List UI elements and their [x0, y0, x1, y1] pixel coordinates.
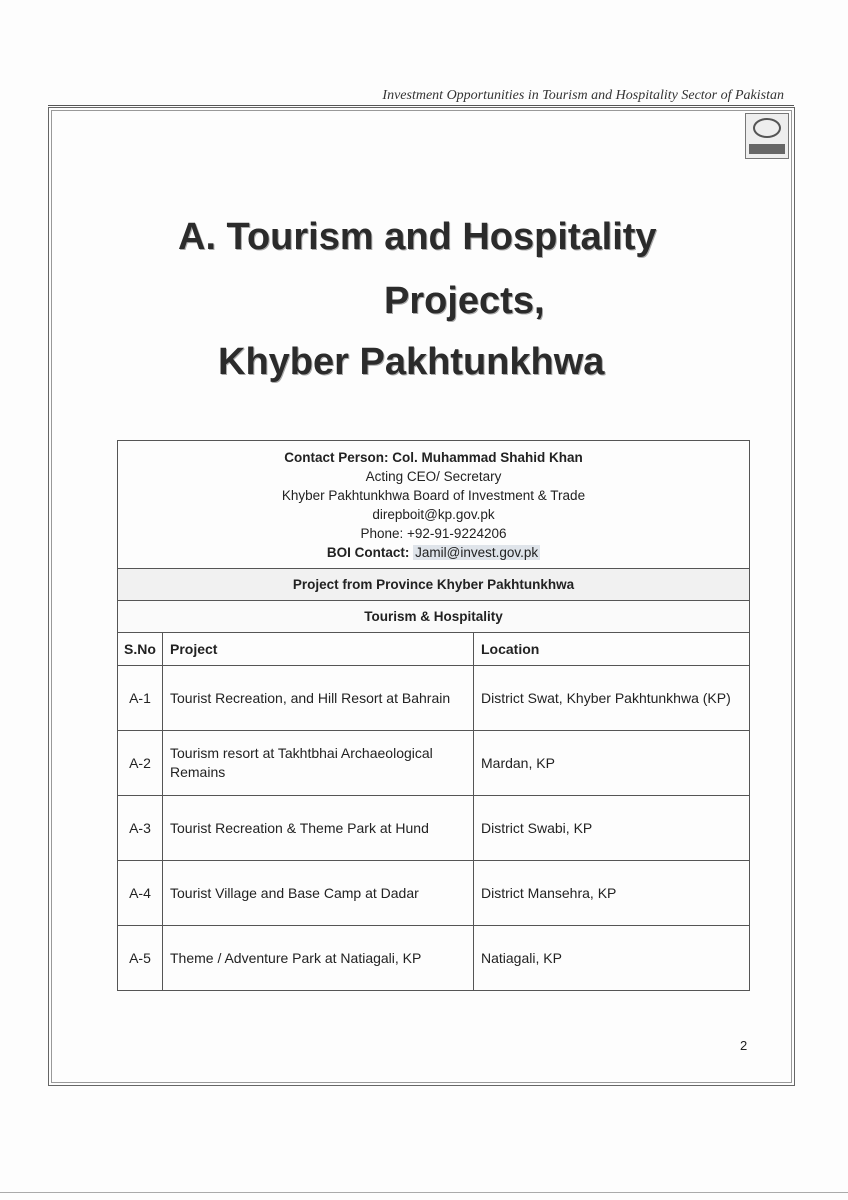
page-title-line-1: A. Tourism and Hospitality: [178, 216, 657, 258]
bottom-rule: [0, 1192, 848, 1193]
table-row: [118, 926, 749, 991]
col-header-project: Project: [163, 633, 474, 666]
page-title-line-3: Khyber Pakhtunkhwa: [218, 341, 605, 383]
table-row: [118, 796, 749, 861]
row-project: Tourist Village and Base Camp at Dadar: [163, 861, 474, 926]
contact-email: direpboit@kp.gov.pk: [372, 507, 495, 522]
row-project: Theme / Adventure Park at Natiagali, KP: [163, 926, 474, 991]
page-number: 2: [740, 1038, 748, 1053]
row-location: Mardan, KP: [474, 731, 750, 796]
row-project: Tourist Recreation & Theme Park at Hund: [163, 796, 474, 861]
projects-table: [118, 633, 749, 990]
row-sno: A-1: [118, 666, 163, 731]
table-row: [118, 861, 749, 926]
row-project: Tourism resort at Takhtbhai Archaeological Remains: [163, 731, 474, 796]
row-sno: A-5: [118, 926, 163, 991]
row-location: District Mansehra, KP: [474, 861, 750, 926]
row-project: Tourist Recreation, and Hill Resort at Bahrain: [163, 666, 474, 731]
contact-role: Acting CEO/ Secretary: [365, 469, 502, 484]
col-header-sno: S.No: [118, 633, 163, 666]
boi-logo-mark: [753, 118, 781, 138]
sector-heading: Tourism & Hospitality: [118, 601, 749, 633]
table-row: [118, 731, 749, 796]
contact-phone: Phone: +92-91-9224206: [360, 526, 507, 541]
row-location: District Swat, Khyber Pakhtunkhwa (KP): [474, 666, 750, 731]
row-location: Natiagali, KP: [481, 949, 562, 966]
boi-contact-email: Jamil@invest.gov.pk: [415, 545, 539, 560]
header-rule: [48, 105, 794, 106]
boi-logo: [745, 113, 789, 159]
province-heading: Project from Province Khyber Pakhtunkhwa: [118, 569, 749, 601]
contact-block: [118, 441, 749, 569]
boi-contact: [118, 543, 749, 562]
col-header-location: Location: [474, 633, 750, 666]
running-header: Investment Opportunities in Tourism and Hospitality Sector of Pakistan: [382, 88, 784, 103]
row-location: District Swabi, KP: [474, 796, 750, 861]
table-header-row: [118, 633, 749, 666]
table-row: [118, 666, 749, 731]
boi-logo-band: [749, 144, 785, 154]
row-sno: A-2: [118, 731, 163, 796]
row-sno: A-4: [118, 861, 163, 926]
page-title-line-2: Projects,: [384, 280, 545, 322]
boi-contact-label: BOI Contact:: [326, 545, 410, 560]
row-sno: A-3: [118, 796, 163, 861]
projects-box: [117, 440, 750, 991]
contact-person: Contact Person: Col. Muhammad Shahid Khan: [284, 450, 583, 465]
contact-organization: Khyber Pakhtunkhwa Board of Investment & Trade: [281, 488, 586, 503]
